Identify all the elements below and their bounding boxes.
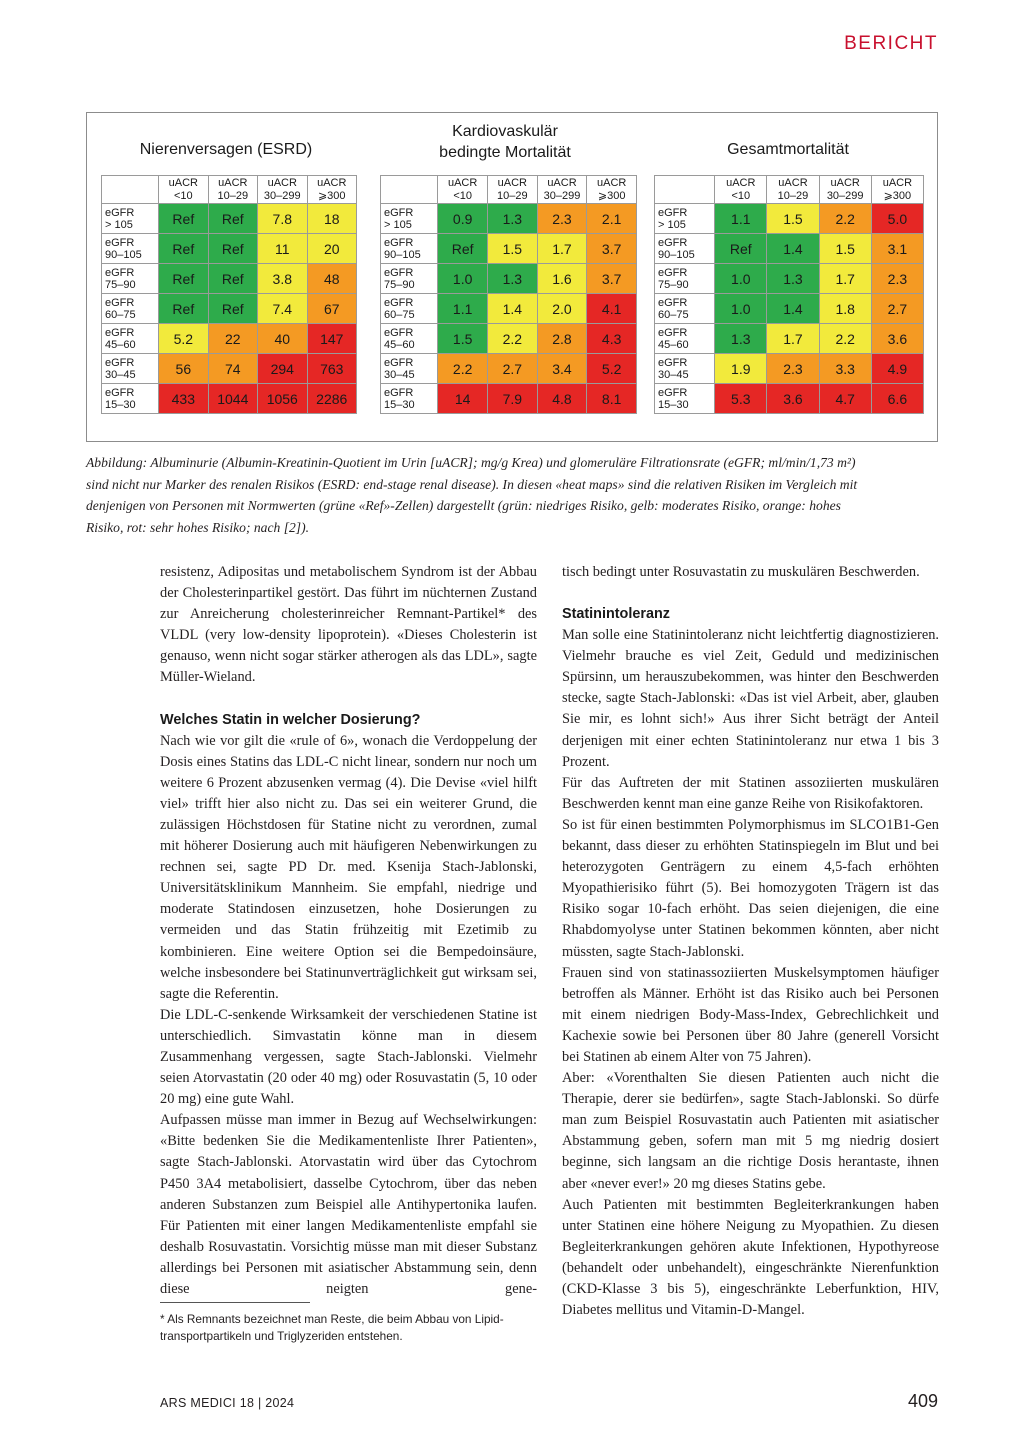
heatmap-row [381, 354, 637, 384]
column-header-line: uACR [218, 176, 248, 189]
heatmap-title-line: bedingte Mortalität [439, 144, 571, 161]
row-header-line: eGFR [658, 356, 688, 369]
row-header-line: eGFR [384, 356, 414, 369]
heatmap-cell: 4.1 [587, 294, 637, 324]
heatmap-cell: 5.2 [159, 324, 208, 354]
row-header-line: 90–105 [658, 248, 695, 261]
column-header [715, 176, 767, 204]
column-header [208, 176, 257, 204]
heatmap-cell: Ref [208, 204, 257, 234]
heatmap-cell: 11 [258, 234, 307, 264]
row-header-line: eGFR [658, 386, 688, 399]
heatmap-cell: 3.1 [871, 234, 923, 264]
row-header-line: 15–30 [384, 398, 415, 411]
row-header-line: 30–45 [384, 368, 415, 381]
row-header-line: eGFR [384, 386, 414, 399]
row-header [655, 264, 715, 294]
heatmap-row [381, 324, 637, 354]
row-header-line: 45–60 [658, 338, 689, 351]
row-header-line: eGFR [105, 206, 135, 219]
heatmap-cell: 3.8 [258, 264, 307, 294]
heatmap-cell: 1.9 [715, 354, 767, 384]
heatmap-cell: 1.4 [487, 294, 537, 324]
heatmap-row [655, 264, 924, 294]
heatmap-cell: Ref [208, 234, 257, 264]
heatmap-row [655, 234, 924, 264]
heatmap-row [102, 324, 357, 354]
heatmap-cell: 1.6 [537, 264, 587, 294]
heatmap-cell: 7.9 [487, 384, 537, 414]
heatmap-cell: 2.3 [767, 354, 819, 384]
heatmap-cell: 1044 [208, 384, 257, 414]
paragraph: Nach wie vor gilt die «rule of 6», wonach die Verdoppelung der Dosis eines Statins das LDL-C nicht linear, sondern nur noch um weitere 6 Prozent abzusenken vermag (4). Die Devise «viel hilft viel» trifft hier also nicht zu. Das sei ein weiterer Grund, die zulässigen Höchstdosen für Statine nicht zu verordnen, zumal mit höherer Dosierung auch mit häufigeren Nebenwirkungen zu rechnen sei, sagte PD Dr. med. Ksenija Stach-Jablonski, Universitätsklinikum Mannheim. Sie empfahl, niedrige und moderate Statindosen einzusetzen, hohe Dosierungen zu vermeiden und das Statin frühzeitig mit Ezetimib zu kombinieren. Eine weitere Option sei die Bempedoinsäure, welche insbesondere bei Statinunverträglichkeit gut wirksam sei, sagte die Referentin. [160, 732, 537, 1002]
heatmap-cell: 3.3 [819, 354, 871, 384]
row-header-line: eGFR [658, 296, 688, 309]
row-header-line: 30–45 [658, 368, 689, 381]
row-header [381, 264, 438, 294]
heatmap-cell: 3.6 [767, 384, 819, 414]
heatmap-row [102, 354, 357, 384]
heatmap-cell: 1.5 [767, 204, 819, 234]
row-header-line: 60–75 [658, 308, 689, 321]
heatmap-cell: 5.2 [587, 354, 637, 384]
heatmap-cell: 8.1 [587, 384, 637, 414]
heatmap-cell: 1.3 [715, 324, 767, 354]
heatmap-cell: 1.7 [767, 324, 819, 354]
heatmap-cell: 433 [159, 384, 208, 414]
heatmap-title-total [655, 139, 921, 160]
row-header-line: eGFR [105, 356, 135, 369]
footnote-line: * Als Remnants bezeichnet man Reste, die beim Abbau von Lipid- [160, 1312, 504, 1326]
column-header-line: 10–29 [497, 189, 528, 202]
paragraph: Frauen sind von statinassoziierten Muskelsymptomen häufiger betroffen als Männer. Erhöht ist das Risiko auch bei Personen mit einem niedrigen Body-Mass-Index, Gebrechlichkeit und Kachexie sowie bei Personen über 80 Jahre (generell Vorsicht bei Statinen ab einem Alter von 75 Jahren). [562, 964, 939, 1065]
heatmap-cell: 3.4 [537, 354, 587, 384]
row-header [102, 294, 159, 324]
row-header-line: 90–105 [384, 248, 421, 261]
column-header [487, 176, 537, 204]
heatmap-cell: 7.8 [258, 204, 307, 234]
column-header-line: 30–299 [826, 189, 864, 202]
heatmap-row [102, 204, 357, 234]
row-header-line: eGFR [105, 386, 135, 399]
row-header-line: 15–30 [658, 398, 689, 411]
heatmap-cell: 5.0 [871, 204, 923, 234]
heatmap-cell: 1.4 [767, 234, 819, 264]
footnote [160, 1311, 540, 1345]
column-header-line: uACR [267, 176, 297, 189]
column-header [767, 176, 819, 204]
heatmap-row [102, 264, 357, 294]
heatmap-cell: 40 [258, 324, 307, 354]
heatmap-cell: 1.7 [819, 264, 871, 294]
paragraph: Auch Patienten mit bestimmten Begleiterkrankungen haben unter Statinen eine höhere Neigung zu Myopathien. Zu diesen Begleiterkrankungen gehören akute Infektionen, Hypothyreose (behandelt oder unbehandelt), eingeschränkte Nierenfunktion (CKD-Klasse 3 bis 5), eingeschränkte Leberfunktion, HIV, Diabetes mellitus und Vitamin-D-Mangel. [562, 1196, 939, 1319]
row-header [381, 384, 438, 414]
heatmap-cell: 1.3 [767, 264, 819, 294]
column-header [819, 176, 871, 204]
heatmap-cell: 1.0 [715, 294, 767, 324]
row-header-line: 75–90 [384, 278, 415, 291]
heatmap-cell: 2.3 [537, 204, 587, 234]
heatmap-row [381, 294, 637, 324]
paragraph: Die LDL-C-senkende Wirksamkeit der verschiedenen Statine ist unterschiedlich. Simvastatin könne man in diesem Zusammenhang vergessen, sagte Stach-Jablonski. Vielmehr seien Atorvastatin (20 oder 40 mg) oder Rosuvastatin (5, 10 oder 20 mg) eine gute Wahl. [160, 1006, 537, 1108]
column-header-line: uACR [882, 176, 913, 189]
row-header-line: 75–90 [658, 278, 689, 291]
row-header-line: > 105 [384, 218, 412, 231]
caption-line: Abbildung: Albuminurie (Albumin-Kreatinin-Quotient im Urin [uACR]; mg/g Krea) und glomeruläre Filtrationsrate (eGFR; ml/min/1,73 m²) [86, 455, 856, 470]
row-header-line: eGFR [384, 266, 414, 279]
footnote-divider [160, 1302, 310, 1303]
row-header [655, 324, 715, 354]
row-header-line: 30–45 [105, 368, 136, 381]
heatmap-cell: 6.6 [871, 384, 923, 414]
heatmap-cell: 1.3 [487, 204, 537, 234]
heatmap-cell: 48 [307, 264, 357, 294]
column-header-line: uACR [830, 176, 860, 189]
row-header-line: eGFR [105, 296, 135, 309]
heatmap-cell: 3.7 [587, 234, 637, 264]
heatmap-title-line: Gesamtmortalität [727, 141, 849, 158]
column-header-line: uACR [547, 176, 577, 189]
heatmap-cell: 2.3 [871, 264, 923, 294]
footnote-line: transportpartikeln und Triglyzeriden entstehen. [160, 1329, 403, 1343]
column-header-line: uACR [317, 176, 347, 189]
column-header-line: uACR [778, 176, 808, 189]
heatmap-cell: 67 [307, 294, 357, 324]
heatmap-table-esrd [101, 175, 357, 414]
heatmap-cell: Ref [159, 264, 208, 294]
heatmap-cell: 1.8 [819, 294, 871, 324]
heatmap-cell: 20 [307, 234, 357, 264]
section-heading: Statinintoleranz [562, 606, 670, 623]
caption-line: sind nicht nur Marker des renalen Risikos (ESRD: end-stage renal disease). In diesen «heat maps» sind die relativen Risiken im Vergleich mit [86, 476, 858, 492]
heatmap-cell: 1.7 [537, 234, 587, 264]
caption-line: Risiko, rot: sehr hohes Risiko; nach [2]). [86, 519, 310, 535]
section-heading: Welches Statin in welcher Dosierung? [160, 711, 421, 728]
paragraph: Aber: «Vorenthalten Sie diesen Patienten auch nicht die Therapie, derer sie bedürfen», sagte Stach-Jablonski. So dürfe man zum Beispiel Rosuvastatin auch Patienten mit asiatischer Abstammung geben, sofern man mit 5 mg niedrig dosiert beginne, sich langsam an die richtige Dosis herantaste, ihnen aber «never ever!» 20 mg dieses Statins gebe. [562, 1070, 939, 1192]
column-header-line: 10–29 [217, 189, 249, 202]
heatmap-cell: 1.1 [438, 294, 488, 324]
heatmap-cell: 2.7 [871, 294, 923, 324]
row-header [381, 324, 438, 354]
row-header-line: 75–90 [105, 278, 136, 291]
heatmap-cell: 4.8 [537, 384, 587, 414]
heatmap-cell: 1.0 [715, 264, 767, 294]
column-header-line: 30–299 [543, 189, 581, 202]
heatmap-row [102, 234, 357, 264]
column-header-line: uACR [497, 176, 527, 189]
heatmap-title-line: Nierenversagen (ESRD) [139, 141, 313, 158]
corner-cell [655, 176, 715, 204]
column-header-line: uACR [726, 176, 756, 189]
paragraph: Aufpassen müsse man immer in Bezug auf Wechselwirkungen: «Bitte bedenken Sie die Medikamentenliste Ihrer Patienten», sagte Stach-Jablonski. Atorvastatin wird über das Cytochrom P450 3A4 metabolisiert, dasselbe Cytochrom, über das neben anderen Substanzen zum Beispiel alle Antihypertonika laufen. Für Patienten mit einer langen Medikamentenliste empfahl sie deshalb Rosuvastatin. Vorsichtig müsse man mit dieser Substanz allerdings bei Personen mit asiatischer Abstammung sein, denn diese neigten gene- [160, 1112, 537, 1297]
row-header-line: eGFR [658, 206, 688, 219]
heatmap-cell: 3.7 [587, 264, 637, 294]
left-column [160, 562, 537, 1300]
heatmap-cell: 2.2 [819, 204, 871, 234]
page-number: 409 [907, 1391, 938, 1411]
row-header-line: eGFR [105, 236, 135, 249]
heatmap-cell: 3.6 [871, 324, 923, 354]
heatmap-cell: 4.7 [819, 384, 871, 414]
heatmap-cell: Ref [715, 234, 767, 264]
heatmap-cell: Ref [438, 234, 488, 264]
column-header-line: uACR [596, 176, 627, 189]
column-header-line: ⩾300 [597, 189, 626, 202]
row-header-line: eGFR [105, 326, 135, 339]
column-header [258, 176, 307, 204]
heatmap-row [655, 204, 924, 234]
heatmap-row [102, 384, 357, 414]
heatmap-table-total [654, 175, 924, 414]
paragraph: Man solle eine Statinintoleranz nicht leichtfertig diagnostizieren. Vielmehr brauche es viel Zeit, Geduld und medizinischen Spürsinn, um herauszubekommen, was hinter den Beschwerden stecke, sagte Stach-Jablonski: «Das ist viel Arbeit, aber, glauben Sie mir, es lohnt sich!» Aus ihrer Sicht beträgt der Anteil derjenigen mit einer echten Statinintoleranz nur etwa 1 bis 3 Prozent. [562, 627, 939, 770]
heatmap-row [381, 234, 637, 264]
heatmap-row [381, 384, 637, 414]
row-header-line: eGFR [658, 326, 688, 339]
heatmap-cell: 0.9 [438, 204, 488, 234]
row-header [655, 204, 715, 234]
heatmap-cell: 1.1 [715, 204, 767, 234]
paragraph: So ist für einen bestimmten Polymorphismus im SLCO1B1-Gen bekannt, dass dieser zu erhöhten Statinspiegeln im Blut und bei heterozygoten Genträgern zu einem 4,5-fach erhöhten Myopathierisiko führt (5). Bei homozygoten Trägern ist das Risiko sogar 10-fach erhöht. Das seien diejenigen, die eine Rhabdomyolyse unter Statinen bekommen könnten, aber nicht müssten, sagte Stach-Jablonski. [562, 816, 939, 960]
heatmap-cell: Ref [159, 204, 208, 234]
heatmap-cell: 4.3 [587, 324, 637, 354]
row-header [381, 354, 438, 384]
row-header-line: 45–60 [105, 338, 136, 351]
heatmap-cell: 2.2 [487, 324, 537, 354]
row-header [102, 264, 159, 294]
heatmap-cell: 2.1 [587, 204, 637, 234]
heatmap-cell: 5.3 [715, 384, 767, 414]
row-header [102, 324, 159, 354]
heatmap-row [381, 264, 637, 294]
row-header [655, 354, 715, 384]
row-header-line: 60–75 [105, 308, 136, 321]
heatmap-cell: 2286 [307, 384, 357, 414]
column-header-line: 10–29 [777, 189, 809, 202]
row-header-line: eGFR [105, 266, 135, 279]
journal-footer: ARS MEDICI 18 | 2024 [160, 1396, 295, 1410]
heatmap-cell: 294 [258, 354, 307, 384]
column-header-line: <10 [173, 189, 193, 202]
row-header [102, 354, 159, 384]
heatmap-cell: 1.3 [487, 264, 537, 294]
column-header [159, 176, 208, 204]
heatmap-cell: Ref [159, 294, 208, 324]
paragraph: Für das Auftreten der mit Statinen assoziierten muskulären Beschwerden kennt man eine ganze Reihe von Risikofaktoren. [562, 774, 939, 812]
row-header-line: > 105 [105, 218, 133, 231]
heatmap-cell: 1056 [258, 384, 307, 414]
corner-cell [102, 176, 159, 204]
row-header-line: eGFR [658, 236, 688, 249]
paragraph: resistenz, Adipositas und metabolischem Syndrom ist der Abbau der Cholesterinpartikel gestört. Das führt im nüchternen Zustand zur Anreicherung cholesterinreicher Remnant-Partikel* des VLDL (very low-density lipoprotein). «Dieses Cholesterin ist genauso, wenn nicht sogar stärker atherogen als das LDL», sagte Müller-Wieland. [160, 564, 537, 686]
heatmap-row [655, 384, 924, 414]
column-header [438, 176, 488, 204]
figure-box [86, 112, 938, 442]
heatmap-cell: 2.2 [438, 354, 488, 384]
column-header-line: uACR [447, 176, 478, 189]
heatmap-cell: 2.2 [819, 324, 871, 354]
section-label: BERICHT [844, 33, 938, 54]
right-column [562, 562, 939, 1321]
column-header-line: <10 [453, 189, 472, 202]
paragraph: tisch bedingt unter Rosuvastatin zu muskulären Beschwerden. [562, 564, 920, 580]
heatmap-cell: 2.7 [487, 354, 537, 384]
row-header [102, 204, 159, 234]
row-header-line: eGFR [658, 266, 688, 279]
heatmap-row [102, 294, 357, 324]
column-header [871, 176, 923, 204]
row-header [102, 234, 159, 264]
heatmap-cell: 763 [307, 354, 357, 384]
row-header-line: eGFR [384, 206, 414, 219]
row-header-line: eGFR [384, 296, 414, 309]
figure-caption [86, 452, 938, 538]
row-header [102, 384, 159, 414]
column-header [307, 176, 357, 204]
heatmap-cell: 14 [438, 384, 488, 414]
row-header [655, 384, 715, 414]
column-header-line: <10 [731, 189, 751, 202]
row-header-line: 90–105 [105, 248, 142, 261]
row-header-line: 15–30 [105, 398, 136, 411]
row-header-line: > 105 [658, 218, 686, 231]
column-header [587, 176, 637, 204]
column-header [537, 176, 587, 204]
row-header-line: 45–60 [384, 338, 415, 351]
row-header-line: eGFR [384, 326, 414, 339]
row-header [381, 294, 438, 324]
heatmap-cell: 1.5 [487, 234, 537, 264]
column-header-line: ⩾300 [883, 189, 912, 202]
row-header [381, 204, 438, 234]
column-header-line: 30–299 [263, 189, 301, 202]
heatmap-cell: 1.4 [767, 294, 819, 324]
column-header-line: ⩾300 [317, 189, 346, 202]
heatmap-title-line: Kardiovaskulär [452, 123, 558, 140]
heatmap-row [655, 354, 924, 384]
heatmap-cell: 7.4 [258, 294, 307, 324]
row-header [655, 294, 715, 324]
heatmap-cell: 4.9 [871, 354, 923, 384]
heatmap-table-cardio [380, 175, 637, 414]
heatmap-title-cardio [379, 121, 631, 163]
row-header [655, 234, 715, 264]
heatmap-cell: 18 [307, 204, 357, 234]
heatmap-cell: 147 [307, 324, 357, 354]
heatmap-cell: 74 [208, 354, 257, 384]
heatmap-cell: Ref [208, 294, 257, 324]
heatmap-row [655, 324, 924, 354]
corner-cell [381, 176, 438, 204]
heatmap-cell: 2.8 [537, 324, 587, 354]
heatmap-cell: 1.0 [438, 264, 488, 294]
heatmap-cell: 2.0 [537, 294, 587, 324]
heatmap-cell: 1.5 [819, 234, 871, 264]
heatmap-cell: Ref [159, 234, 208, 264]
row-header-line: eGFR [384, 236, 414, 249]
heatmap-cell: 56 [159, 354, 208, 384]
column-header-line: uACR [168, 176, 198, 189]
heatmap-cell: 1.5 [438, 324, 488, 354]
heatmap-row [381, 204, 637, 234]
caption-line: denjenigen von Personen mit Normwerten (grüne «Ref»-Zellen) dargestellt (grün: niedriges Risiko, gelb: moderates Risiko, orange: hohes [86, 498, 841, 513]
row-header-line: 60–75 [384, 308, 415, 321]
heatmap-row [655, 294, 924, 324]
heatmap-title-esrd [101, 139, 351, 160]
row-header [381, 234, 438, 264]
heatmap-cell: 22 [208, 324, 257, 354]
heatmap-cell: Ref [208, 264, 257, 294]
